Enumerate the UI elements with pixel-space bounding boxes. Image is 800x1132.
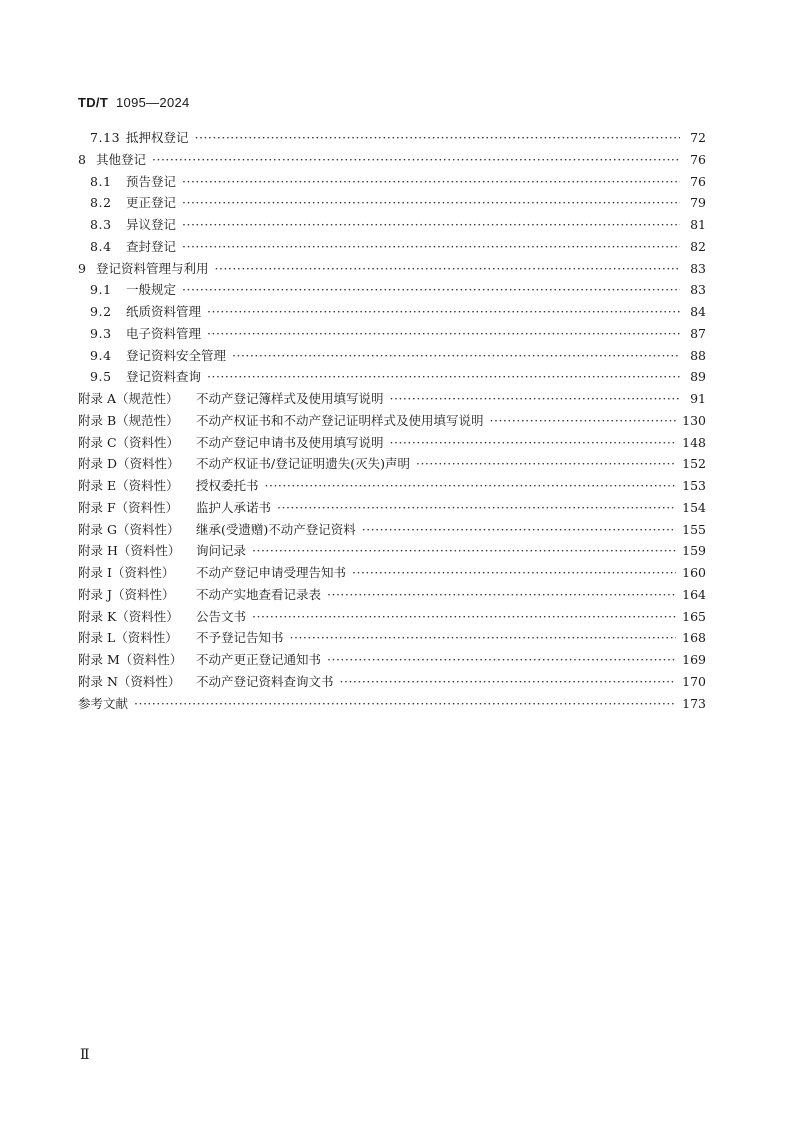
toc-leader-dots: [416, 453, 676, 475]
toc-leader-dots: [152, 149, 680, 171]
toc-leader-dots: [232, 345, 680, 367]
toc-entry[interactable]: [78, 192, 706, 214]
toc-entry-page: 72: [690, 130, 706, 145]
standard-number: 1095—2024: [116, 95, 190, 110]
toc-entry[interactable]: [78, 366, 706, 388]
toc-entry-number: 9.1: [90, 282, 112, 298]
toc-entry-title: 查封登记: [126, 238, 177, 254]
toc-entry[interactable]: [78, 671, 706, 693]
toc-entry[interactable]: [78, 432, 706, 454]
toc-entry-title: 预告登记: [126, 173, 177, 189]
toc-leader-dots: [207, 323, 680, 345]
toc-entry-number: 附录 I（资料性）: [78, 565, 175, 580]
toc-leader-dots: [390, 388, 680, 410]
toc-entry[interactable]: [78, 693, 706, 715]
toc-leader-dots: [352, 562, 676, 584]
toc-entry-title: 不动产登记申请受理告知书: [196, 565, 347, 580]
toc-leader-dots: [327, 584, 676, 606]
toc-leader-dots: [182, 214, 680, 236]
toc-entry-page: 160: [682, 565, 706, 580]
toc-entry-number: 附录 B（规范性）: [78, 412, 179, 428]
toc-entry[interactable]: [78, 279, 706, 301]
toc-entry-page: 168: [682, 630, 706, 646]
toc-entry[interactable]: [78, 584, 706, 606]
toc-entry-page: 91: [690, 391, 706, 406]
toc-entry-page: 81: [690, 217, 706, 232]
toc-entry[interactable]: [78, 453, 706, 475]
toc-entry-number: 附录 L（资料性）: [78, 630, 178, 646]
toc-entry-number: 8.1: [90, 173, 112, 189]
toc-entry-title: 询问记录: [196, 543, 247, 559]
toc-entry-page: 83: [690, 282, 706, 298]
toc-entry-page: 153: [682, 478, 706, 493]
toc-entry-title: 公告文书: [196, 608, 247, 624]
toc-entry-title: 不动产登记簿样式及使用填写说明: [196, 391, 384, 406]
toc-entry[interactable]: [78, 127, 706, 149]
toc-entry-title: 不动产实地查看记录表: [196, 586, 322, 602]
toc-entry-title: 抵押权登记: [126, 130, 189, 145]
toc-entry-number: 附录 F（资料性）: [78, 499, 179, 515]
toc-leader-dots: [252, 606, 676, 628]
toc-leader-dots: [252, 540, 676, 562]
toc-leader-dots: [390, 432, 677, 454]
toc-entry-number: 附录 M（资料性）: [78, 652, 183, 667]
toc-entry-page: 173: [682, 695, 706, 711]
toc-leader-dots: [182, 171, 680, 193]
toc-entry-title: 不动产权证书和不动产登记证明样式及使用填写说明: [196, 412, 484, 428]
toc-entry-title: 登记资料查询: [126, 369, 202, 385]
toc-entry[interactable]: [78, 627, 706, 649]
toc-leader-dots: [182, 279, 680, 301]
toc-entry-page: 165: [682, 608, 706, 624]
toc-entry-title: 其他登记: [96, 151, 147, 167]
toc-leader-dots: [182, 192, 680, 214]
toc-leader-dots: [277, 497, 676, 519]
toc-entry-page: 169: [682, 652, 706, 667]
toc-entry-page: 170: [682, 673, 706, 689]
toc-leader-dots: [290, 627, 677, 649]
toc-entry[interactable]: [78, 410, 706, 432]
document-header: [78, 95, 190, 110]
toc-entry-title: 登记资料安全管理: [126, 347, 227, 363]
toc-leader-dots: [265, 475, 677, 497]
table-of-contents: [78, 127, 706, 714]
toc-entry-page: 84: [690, 304, 706, 319]
toc-entry-number: 附录 H（资料性）: [78, 543, 181, 559]
toc-entry[interactable]: [78, 258, 706, 280]
toc-entry-title: 电子资料管理: [126, 325, 202, 341]
toc-entry[interactable]: [78, 497, 706, 519]
toc-entry-page: 130: [682, 412, 706, 428]
toc-leader-dots: [207, 301, 680, 323]
toc-leader-dots: [340, 671, 677, 693]
toc-entry-page: 152: [682, 456, 706, 472]
toc-entry-number: 9.4: [90, 347, 112, 363]
toc-entry-number: 8.4: [90, 238, 112, 254]
toc-entry-title: 继承(受遗赠)不动产登记资料: [196, 521, 356, 537]
toc-entry-number: 7.13: [90, 130, 121, 145]
toc-leader-dots: [490, 410, 677, 432]
toc-leader-dots: [327, 649, 676, 671]
toc-entry[interactable]: [78, 149, 706, 171]
toc-entry-title: 监护人承诺书: [196, 499, 272, 515]
toc-entry-title: 不动产登记申请书及使用填写说明: [196, 434, 384, 450]
toc-entry[interactable]: [78, 475, 706, 497]
toc-entry-page: 79: [690, 195, 706, 211]
toc-entry[interactable]: [78, 323, 706, 345]
toc-entry-page: 164: [682, 586, 706, 602]
toc-entry[interactable]: [78, 519, 706, 541]
toc-entry-number: 附录 J（资料性）: [78, 586, 175, 602]
toc-leader-dots: [134, 693, 676, 715]
toc-entry[interactable]: [78, 236, 706, 258]
toc-entry-page: 82: [690, 238, 706, 254]
toc-entry-number: 8.2: [90, 195, 112, 211]
toc-entry[interactable]: [78, 606, 706, 628]
toc-entry-number: 附录 A（规范性）: [78, 391, 179, 406]
toc-entry[interactable]: [78, 214, 706, 236]
toc-entry-number: 9.2: [90, 304, 112, 319]
toc-leader-dots: [362, 519, 676, 541]
toc-entry-number: 8.3: [90, 217, 112, 232]
toc-entry-page: 148: [682, 434, 706, 450]
toc-entry[interactable]: [78, 171, 706, 193]
toc-entry-title: 纸质资料管理: [126, 304, 202, 319]
toc-entry-title: 一般规定: [126, 282, 177, 298]
toc-entry-page: 89: [690, 369, 706, 385]
toc-entry[interactable]: [78, 388, 706, 410]
page-number: Ⅱ: [80, 1047, 90, 1063]
toc-entry-number: 附录 D（资料性）: [78, 456, 180, 472]
toc-leader-dots: [195, 127, 680, 149]
toc-entry[interactable]: [78, 345, 706, 367]
toc-entry-number: 附录 E（资料性）: [78, 478, 179, 493]
toc-entry-number: 9.5: [90, 369, 112, 385]
toc-leader-dots: [215, 258, 680, 280]
toc-entry-title: 不予登记告知书: [196, 630, 284, 646]
toc-entry-page: 83: [690, 260, 706, 276]
toc-entry-number: 9: [78, 260, 86, 276]
toc-leader-dots: [207, 366, 680, 388]
standard-prefix: TD/T: [78, 95, 109, 110]
toc-entry-number: 附录 C（资料性）: [78, 434, 180, 450]
toc-entry-page: 76: [690, 173, 706, 189]
toc-entry[interactable]: [78, 540, 706, 562]
toc-entry-title: 更正登记: [126, 195, 177, 211]
toc-entry-title: 登记资料管理与利用: [96, 260, 209, 276]
toc-entry-title: 不动产更正登记通知书: [196, 652, 322, 667]
toc-entry-page: 88: [690, 347, 706, 363]
toc-entry-page: 154: [682, 499, 706, 515]
toc-entry[interactable]: [78, 649, 706, 671]
toc-entry-page: 159: [682, 543, 706, 559]
toc-entry-page: 87: [690, 325, 706, 341]
toc-entry-number: 附录 K（资料性）: [78, 608, 179, 624]
toc-entry-page: 76: [690, 151, 706, 167]
toc-entry-title: 不动产权证书/登记证明遗失(灭失)声明: [196, 456, 410, 472]
toc-entry-title: 参考文献: [78, 695, 129, 711]
toc-entry-number: 附录 G（资料性）: [78, 521, 180, 537]
toc-entry[interactable]: [78, 301, 706, 323]
toc-entry-title: 不动产登记资料查询文书: [196, 673, 334, 689]
toc-entry-number: 附录 N（资料性）: [78, 673, 181, 689]
toc-entry-title: 授权委托书: [196, 478, 259, 493]
toc-entry-number: 9.3: [90, 325, 112, 341]
toc-leader-dots: [182, 236, 680, 258]
toc-entry-number: 8: [78, 151, 86, 167]
toc-entry[interactable]: [78, 562, 706, 584]
toc-entry-page: 155: [682, 521, 706, 537]
toc-entry-title: 异议登记: [126, 217, 177, 232]
